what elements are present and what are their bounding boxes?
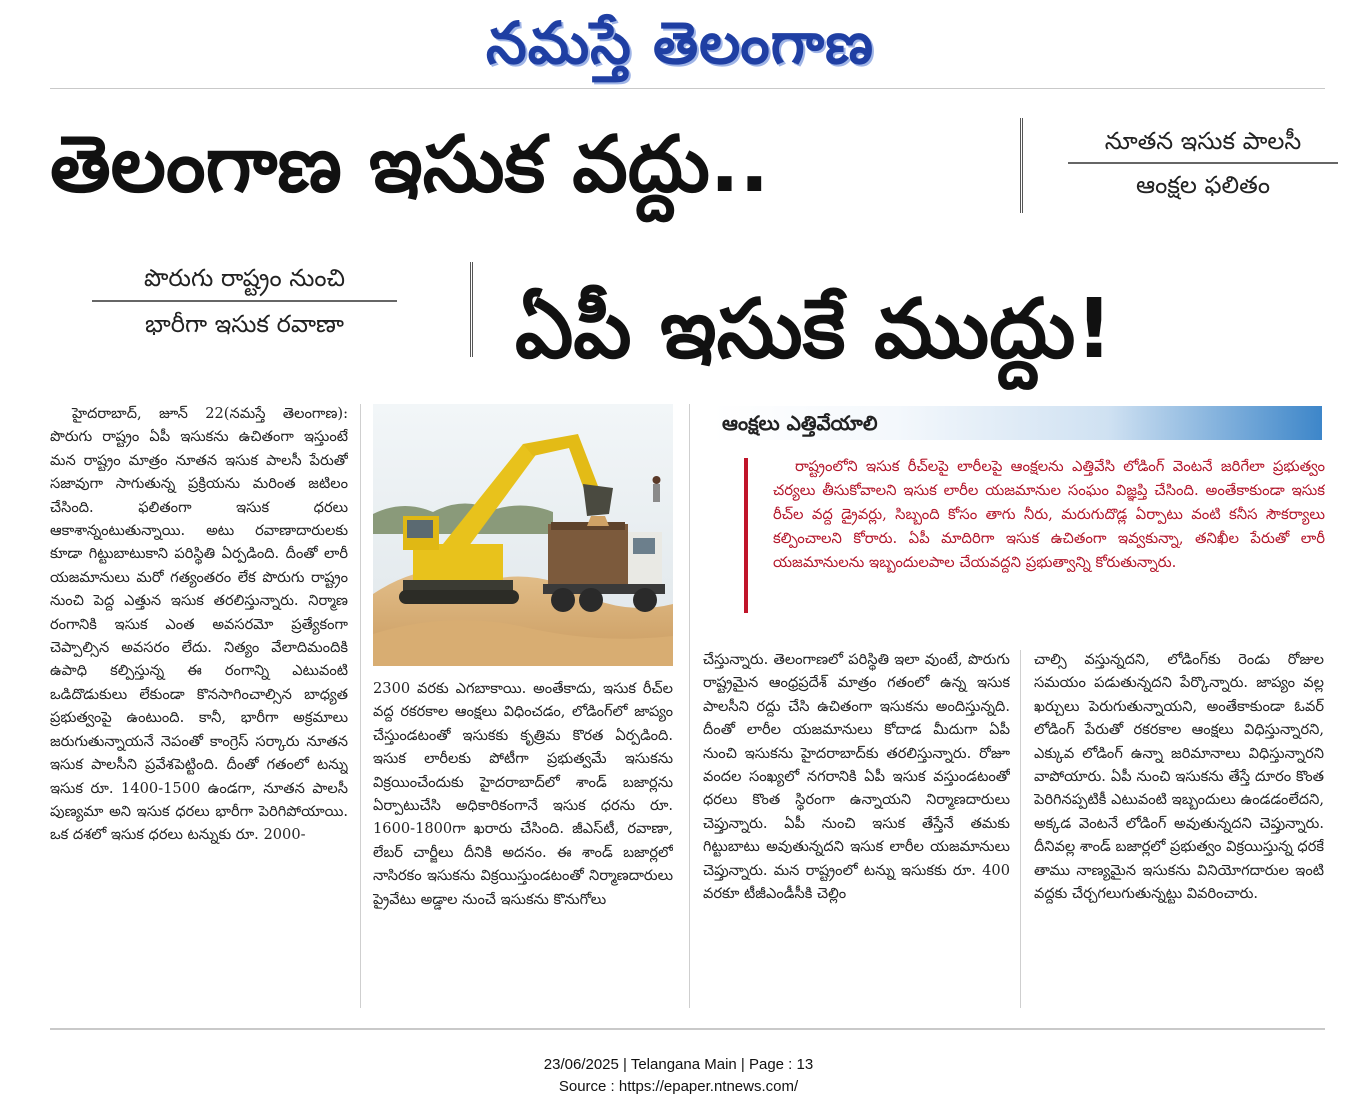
sidebar-text-box (773, 455, 1325, 617)
masthead-logo: నమస్తే తెలంగాణ (486, 9, 874, 77)
article-column-2-text: 2300 వరకు ఎగబాకాయి. అంతేకాదు, ఇసుక రీచ్‌ల వద్ద రకరకాల ఆంక్షలు విధించడం, లోడింగ్‌లో జాప్యం చేస్తుండటంతో ఇసుకకు కృత్రిమ కొరత ఏర్పడింది. ఇసుక లారీలకు పోటీగా ప్రభుత్వమే ఇసుకను విక్రయించేందుకు హైదరాబాద్‌లో శాండ్ బజార్లను ఏర్పాటుచేసి అధికారికంగానే ఇసుక ధరను రూ. 1600-1800గా ఖరారు చేసింది. జీఎస్‌టీ, రవాణా, లేబర్ చార్జీలు దీనికి అదనం. ఈ శాండ్ బజార్లలో నాసిరకం ఇసుకను విక్రయిస్తుండటంతో నిర్మాణదారులు ప్రైవేటు అడ్డాల నుంచే ఇసుకను కొనుగోలు (373, 680, 673, 908)
masthead-divider (50, 88, 1325, 89)
footer-issue-info: 23/06/2025 | Telangana Main | Page : 13 (543, 1056, 814, 1073)
column-divider-1 (360, 404, 361, 1008)
column-divider-3 (1020, 650, 1021, 1008)
sidebar-heading-bar (712, 406, 1322, 440)
kicker-left (92, 258, 397, 344)
kicker-right (1068, 122, 1338, 204)
kicker-left-line1: పొరుగు రాష్ట్రం నుంచి (144, 264, 345, 292)
article-column-1 (50, 402, 348, 1010)
kicker-right-line2: ఆంక్షల ఫలితం (1136, 171, 1270, 199)
bottom-divider (50, 1028, 1325, 1030)
article-column-1-text: హైదరాబాద్, జూన్ 22(నమస్తే తెలంగాణ): పొరుగు రాష్ట్రం ఏపీ ఇసుకను ఉచితంగా ఇస్తుంటే మన రాష్ట్రం మాత్రం నూతన ఇసుక పాలసీ పేరుతో సజావుగా సాగుతున్న ప్రక్రియను మరింత జటిలం చేసింది. ఫలితంగా ఇసుక ధరలు ఆకాశాన్నంటుతున్నాయి. అటు రవాణాదారులకు కూడా గిట్టుబాటుకాని పరిస్థితి ఏర్పడింది. దీంతో లారీ యజమానులు మరో గత్యంతరం లేక పొరుగు రాష్ట్రం నుంచి పెద్ద ఎత్తున ఇసుక తరలిస్తున్నారు. నిర్మాణ రంగానికి ఇసుక ఎంత అవసరమో ప్రత్యేకంగా చెప్పాల్సిన అవసరం లేదు. నిత్యం వేలాదిమందికి ఉపాధి కల్పిస్తున్న ఈ రంగాన్ని ఎటువంటి ఒడిదొడుకులు లేకుండా కొనసాగించాల్సిన బాధ్యత ప్రభుత్వంపై ఉంటుంది. కానీ, భారీగా అక్రమాలు జరుగుతున్నాయనే నెపంతో కాంగ్రెస్ సర్కారు నూతన ఇసుక పాలసీని ప్రవేశపెట్టింది. దీంతో గతంలో టన్ను ఇసుక రూ. 1400-1500 ఉండగా, నూతన పాలసీ పుణ్యమా అని ఇసుక ధరలు భారీగా పెరిగిపోయాయి. ఒక దశలో ఇసుక ధరలు టన్నుకు రూ. 2000- (50, 405, 348, 844)
kicker-right-line1: నూతన ఇసుక పాలసీ (1104, 127, 1302, 155)
article-column-4-text: చాల్సి వస్తున్నదని, లోడింగ్‌కు రెండు రోజుల సమయం పడుతున్నదని పేర్కొన్నారు. జాప్యం వల్ల ఖర్చులు పెరుగుతున్నాయని, అంతేకాకుండా ఓవర్ లోడింగ్ పేరుతో రకరకాల ఆంక్షలు విధిస్తున్నారని, ఎక్కువ లోడింగ్ ఉన్నా జరిమానాలు విధిస్తున్నారని వాపోయారు. ఏపీ నుంచి ఇసుకను తేస్తే దూరం కొంత పెరిగినప్పటికీ ఎటువంటి ఇబ్బందులు ఉండడంలేదని, అక్కడ వెంటనే లోడింగ్ అవుతున్నదని చెప్తున్నారు. దీనివల్ల శాండ్ బజార్లలో ప్రభుత్వం విక్రయిస్తున్న ధరకే తాము నాణ్యమైన ఇసుకను వినియోగదారుల ఇంటి వద్దకు చేర్చగలుగుతున్నట్టు వివరించారు. (1034, 651, 1324, 903)
sidebar-text: రాష్ట్రంలోని ఇసుక రీచ్‌లపై లారీలపై ఆంక్షలను ఎత్తివేసి లోడింగ్ వెంటనే జరిగేలా ప్రభుత్వం చర్యలు తీసుకోవాలని ఇసుక లారీల యజమానుల సంఘం విజ్ఞప్తి చేసింది. అంతేకాకుండా ఇసుక రీచ్‌ల వద్ద డ్రైవర్లు, సిబ్బంది కోసం తాగు నీరు, మరుగుదొడ్ల ఏర్పాటు వంటి కనీస సౌకర్యాలు కల్పించాలని కోరారు. ఏపీ మాదిరిగా ఇసుక ఉచితంగా ఇవ్వకున్నా, తనిఖీల పేరుతో లారీ యజమానులను ఇబ్బందులపాల చేయవద్దని ప్రభుత్వాన్ని కోరుతున్నారు. (773, 458, 1325, 571)
article-column-2 (373, 677, 673, 1010)
article-column-3 (703, 648, 1010, 1010)
sidebar-heading: ఆంక్షలు ఎత్తివేయాలి (722, 411, 878, 435)
column-divider-2 (689, 404, 690, 1008)
article-column-4 (1034, 648, 1324, 1010)
kicker-left-rule (92, 300, 397, 302)
excavator-photo (373, 404, 673, 666)
kicker-right-rule (1068, 162, 1338, 164)
footer-source: Source : https://epaper.ntnews.com/ (558, 1078, 799, 1095)
sidebar-accent-bar (744, 458, 748, 613)
article-column-3-text: చేస్తున్నారు. తెలంగాణలో పరిస్థితి ఇలా వుంటే, పొరుగు రాష్ట్రమైన ఆంధ్రప్రదేశ్ మాత్రం గతంలో ఉన్న ఇసుక పాలసీని రద్దు చేసి ఉచితంగా ఇసుకను అందిస్తున్నది. దీంతో లారీల యజమానులు కోదాడ మీదుగా ఏపీ నుంచి ఇసుకను హైదరాబాద్‌కు తరలిస్తున్నారు. రోజూ వందల సంఖ్యలో నగరానికి ఏపీ ఇసుక వస్తుండటంతో ధరలు కొంత స్థిరంగా ఉన్నాయని నిర్మాణదారులు చెప్తున్నారు. ఏపీ నుంచి ఇసుక తేస్తేనే తమకు గిట్టుబాటు అవుతున్నదని ఇసుక లారీల యజమానులు చెప్తున్నారు. మన రాష్ట్రంలో టన్ను ఇసుకకు రూ. 400 వరకూ టీజీఎండీసీకి చెల్లిం (703, 651, 1010, 903)
headline-divider-right (1020, 118, 1023, 213)
kicker-left-line2: భారీగా ఇసుక రవాణా (145, 310, 344, 338)
excavator-photo-svg (373, 404, 673, 666)
headline-divider-left (470, 262, 473, 357)
footer (0, 1054, 1357, 1098)
headline-main: తెలంగాణ ఇసుక వద్దు.. (50, 120, 770, 210)
headline-second: ఏపీ ఇసుకే ముద్దు! (515, 282, 1113, 377)
